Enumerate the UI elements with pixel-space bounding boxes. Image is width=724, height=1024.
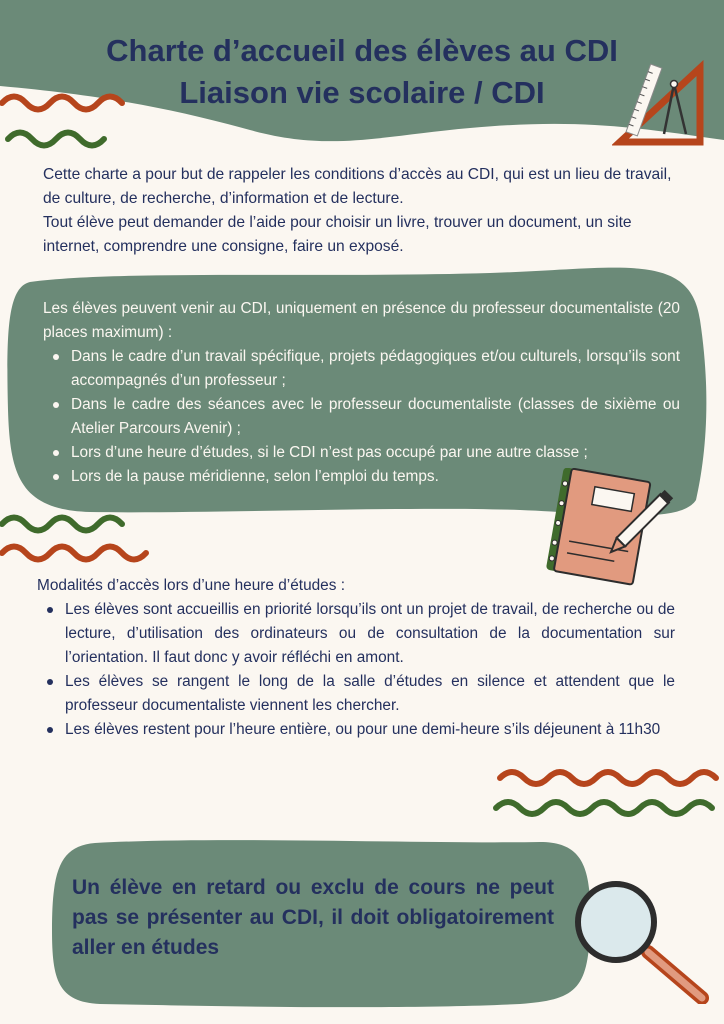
final-notice: Un élève en retard ou exclu de cours ne peut pas se présenter au CDI, il doit obligatoirement aller en études: [72, 876, 554, 959]
intro-text: [43, 163, 688, 259]
list-item: Les élèves sont accueillis en priorité lorsqu’ils ont un projet de travail, de recherche ou de lecture, d’utilisation des ordinateurs ou de consultation de la documentation sur l’orientation. Il faut donc y avoir réfléchi en amont.: [65, 598, 675, 670]
intro-paragraph-1: Cette charte a pour but de rappeler les conditions d’accès au CDI, qui est un lieu de travail, de culture, de recherche, d’information et de lecture.: [43, 166, 672, 207]
title-line-1: Charte d’accueil des élèves au CDI: [106, 33, 618, 68]
list-item: Lors d’une heure d’études, si le CDI n’est pas occupé par une autre classe ;: [71, 441, 680, 465]
title-line-2: Liaison vie scolaire / CDI: [179, 75, 545, 110]
modalities-list: [37, 598, 675, 742]
squiggle-rust-middle: [2, 547, 146, 560]
squiggle-rust-bottom: [500, 772, 716, 784]
list-item: Dans le cadre d’un travail spécifique, projets pédagogiques et/ou culturels, lorsqu’ils sont accompagnés d’un professeur ;: [71, 345, 680, 393]
squiggle-green-top: [8, 133, 104, 146]
squiggle-green-middle: [2, 518, 122, 531]
intro-paragraph-2: Tout élève peut demander de l’aide pour choisir un livre, trouver un document, un site internet, comprendre une consigne, faire un exposé.: [43, 214, 632, 255]
page-title: [0, 30, 724, 114]
squiggle-green-bottom: [496, 802, 712, 814]
list-item: Dans le cadre des séances avec le professeur documentaliste (classes de sixième ou Atelier Parcours Avenir) ;: [71, 393, 680, 441]
study-hour-modalities: [37, 574, 675, 742]
magnifying-glass-icon: [572, 880, 712, 1004]
list-item: Les élèves restent pour l’heure entière, ou pour une demi-heure s’ils déjeunent à 11h30: [65, 718, 675, 742]
list-item: Les élèves se rangent le long de la salle d’études en silence et attendent que le professeur documentaliste viennent les chercher.: [65, 670, 675, 718]
modalities-heading: Modalités d’accès lors d’une heure d’études :: [37, 577, 345, 594]
access-list: [43, 345, 680, 489]
access-conditions: [43, 297, 680, 489]
list-item: Lors de la pause méridienne, selon l’emploi du temps.: [71, 465, 680, 489]
access-intro: Les élèves peuvent venir au CDI, uniquement en présence du professeur documentaliste (20 places maximum) :: [43, 300, 680, 341]
